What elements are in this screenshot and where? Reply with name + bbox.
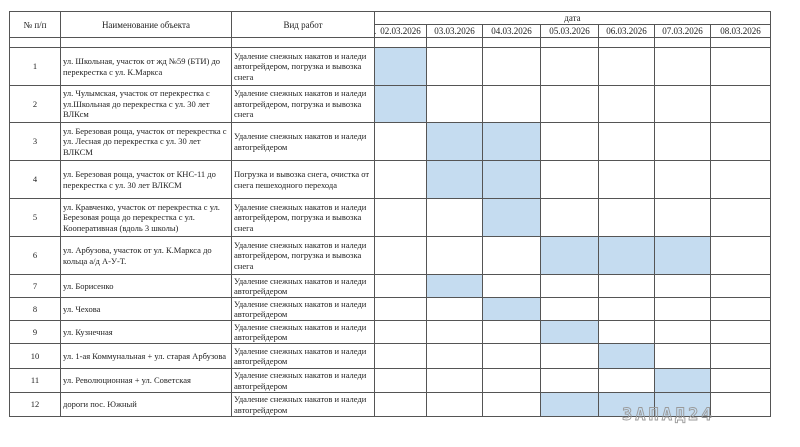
day-cell: [483, 275, 541, 298]
day-cell: [655, 123, 711, 161]
work-type: Удаление снежных накатов и наледи автогрейдером, погрузка и вывозка снега: [232, 86, 375, 123]
day-cell: [541, 86, 599, 123]
work-type: Удаление снежных накатов и наледи автогрейдером: [232, 344, 375, 369]
day-cell: [483, 393, 541, 417]
scheduled-day-cell: [599, 344, 655, 369]
day-cell: [711, 298, 771, 321]
day-cell: [599, 321, 655, 344]
day-cell: [711, 344, 771, 369]
day-cell: [655, 199, 711, 237]
spacer-row: [10, 38, 771, 48]
scheduled-day-cell: [483, 161, 541, 199]
day-cell: [375, 298, 427, 321]
header-date-group: дата: [375, 12, 771, 25]
scheduled-day-cell: [483, 298, 541, 321]
table-row: [10, 275, 771, 298]
day-cell: [711, 48, 771, 86]
date-header-5: [599, 25, 655, 38]
day-cell: [599, 298, 655, 321]
table-row: [10, 199, 771, 237]
object-name: ул. Березовая роща, участок от перекрестка с ул. Лесная до перекрестка с ул. 30 лет ВЛКСМ: [61, 123, 232, 161]
row-number: 7: [10, 275, 61, 298]
day-cell: [427, 393, 483, 417]
row-number: 1: [10, 48, 61, 86]
day-cell: [599, 48, 655, 86]
day-cell: [711, 369, 771, 393]
day-cell: [427, 86, 483, 123]
day-cell: [375, 321, 427, 344]
day-cell: [427, 48, 483, 86]
table-row: [10, 86, 771, 123]
object-name: ул. Школьная, участок от жд №59 (БТИ) до перекрестка с ул. К.Маркса: [61, 48, 232, 86]
day-cell: [599, 199, 655, 237]
date-header-7: [711, 25, 771, 38]
day-cell: [427, 298, 483, 321]
work-type: Удаление снежных накатов и наледи автогрейдером: [232, 369, 375, 393]
day-cell: [711, 123, 771, 161]
scheduled-day-cell: [427, 161, 483, 199]
table-row: [10, 321, 771, 344]
row-number: 10: [10, 344, 61, 369]
day-cell: [541, 199, 599, 237]
day-cell: [655, 86, 711, 123]
scheduled-day-cell: [541, 321, 599, 344]
header-work: Вид работ: [232, 12, 375, 38]
header-name: Наименование объекта: [61, 12, 232, 38]
day-cell: [711, 275, 771, 298]
header-num: № п/п: [10, 12, 61, 38]
row-number: 2: [10, 86, 61, 123]
date-label: 06.03.2026: [606, 26, 647, 36]
scheduled-day-cell: [375, 86, 427, 123]
day-cell: [541, 275, 599, 298]
day-cell: [483, 86, 541, 123]
work-type: Удаление снежных накатов и наледи автогрейдером, погрузка и вывозка снега: [232, 199, 375, 237]
day-cell: [375, 199, 427, 237]
schedule-body: [10, 48, 771, 417]
day-cell: [375, 275, 427, 298]
day-cell: [375, 161, 427, 199]
day-cell: [541, 344, 599, 369]
object-name: ул. Революционная + ул. Советская: [61, 369, 232, 393]
scheduled-day-cell: [427, 123, 483, 161]
scheduled-day-cell: [541, 237, 599, 275]
day-cell: [541, 298, 599, 321]
object-name: ул. Арбузова, участок от ул. К.Маркса до кольца а/д А-У-Т.: [61, 237, 232, 275]
work-type: Удаление снежных накатов и наледи автогрейдером: [232, 275, 375, 298]
scheduled-day-cell: [427, 275, 483, 298]
day-cell: [655, 298, 711, 321]
day-cell: [483, 369, 541, 393]
day-cell: [375, 123, 427, 161]
work-type: Удаление снежных накатов и наледи автогрейдером: [232, 298, 375, 321]
table-row: [10, 237, 771, 275]
object-name: ул. Чулымская, участок от перекрестка с ул.Школьная до перекрестка с ул. 30 лет ВЛКсм: [61, 86, 232, 123]
scheduled-day-cell: [483, 123, 541, 161]
day-cell: [655, 48, 711, 86]
date-header-4: [541, 25, 599, 38]
table-row: [10, 123, 771, 161]
scheduled-day-cell: [655, 369, 711, 393]
object-name: ул. Чехова: [61, 298, 232, 321]
day-cell: [541, 369, 599, 393]
work-type: Удаление снежных накатов и наледи автогрейдером: [232, 321, 375, 344]
table-row: [10, 48, 771, 86]
row-number: 5: [10, 199, 61, 237]
day-cell: [427, 369, 483, 393]
day-cell: [541, 161, 599, 199]
row-number: 8: [10, 298, 61, 321]
day-cell: [427, 237, 483, 275]
date-header-1: [375, 25, 427, 38]
date-label: 05.03.2026: [549, 26, 590, 36]
day-cell: [655, 275, 711, 298]
scheduled-day-cell: [599, 237, 655, 275]
zapad24-watermark: [620, 404, 770, 424]
row-number: 12: [10, 393, 61, 417]
day-cell: [655, 321, 711, 344]
day-cell: [427, 321, 483, 344]
date-header-2: [427, 25, 483, 38]
table-row: [10, 298, 771, 321]
day-cell: [599, 161, 655, 199]
table-row: [10, 344, 771, 369]
day-cell: [483, 321, 541, 344]
day-cell: [711, 237, 771, 275]
schedule-table: [9, 11, 771, 417]
scheduled-day-cell: [541, 393, 599, 417]
work-type: Удаление снежных накатов и наледи автогрейдером, погрузка и вывозка снега: [232, 237, 375, 275]
date-header-3: [483, 25, 541, 38]
day-cell: [375, 393, 427, 417]
date-label: 03.03.2026: [434, 26, 475, 36]
day-cell: [483, 344, 541, 369]
object-name: ул. Березовая роща, участок от КНС-11 до перекрестка с ул. 30 лет ВЛКСМ: [61, 161, 232, 199]
work-type: Удаление снежных накатов и наледи автогрейдером: [232, 123, 375, 161]
work-type: Удаление снежных накатов и наледи автогрейдером, погрузка и вывозка снега: [232, 48, 375, 86]
day-cell: [375, 344, 427, 369]
date-label: 02.03.2026: [380, 26, 421, 36]
object-name: дороги пос. Южный: [61, 393, 232, 417]
day-cell: [655, 161, 711, 199]
day-cell: [711, 161, 771, 199]
date-header-6: [655, 25, 711, 38]
scheduled-day-cell: [655, 237, 711, 275]
object-name: ул. 1-ая Коммунальная + ул. старая Арбузова: [61, 344, 232, 369]
work-type: Удаление снежных накатов и наледи автогрейдером: [232, 393, 375, 417]
day-cell: [541, 123, 599, 161]
watermark-logo-text: ЗАПАД24: [622, 405, 715, 425]
day-cell: [483, 237, 541, 275]
day-cell: [427, 344, 483, 369]
day-cell: [711, 199, 771, 237]
work-type: Погрузка и вывозка снега, очистка от снега пешеходного перехода: [232, 161, 375, 199]
day-cell: [375, 369, 427, 393]
day-cell: [483, 48, 541, 86]
date-label: 04.03.2026: [491, 26, 532, 36]
day-cell: [711, 321, 771, 344]
day-cell: [655, 344, 711, 369]
row-number: 3: [10, 123, 61, 161]
row-number: 9: [10, 321, 61, 344]
row-number: 11: [10, 369, 61, 393]
table-row: [10, 369, 771, 393]
day-cell: [427, 199, 483, 237]
object-name: ул. Борисенко: [61, 275, 232, 298]
day-cell: [375, 237, 427, 275]
day-cell: [541, 48, 599, 86]
day-cell: [711, 86, 771, 123]
object-name: ул. Кузнечная: [61, 321, 232, 344]
table-row: [10, 161, 771, 199]
day-cell: [599, 275, 655, 298]
date-header-dot: .: [374, 26, 377, 36]
date-label: 08.03.2026: [720, 26, 761, 36]
row-number: 6: [10, 237, 61, 275]
row-number: 4: [10, 161, 61, 199]
day-cell: [599, 86, 655, 123]
object-name: ул. Кравченко, участок от перекрестка с ул. Березовая роща до перекрестка с ул. Кооперативная (вдоль 3 школы): [61, 199, 232, 237]
day-cell: [599, 369, 655, 393]
scheduled-day-cell: [375, 48, 427, 86]
date-label: 07.03.2026: [662, 26, 703, 36]
scheduled-day-cell: [483, 199, 541, 237]
day-cell: [599, 123, 655, 161]
